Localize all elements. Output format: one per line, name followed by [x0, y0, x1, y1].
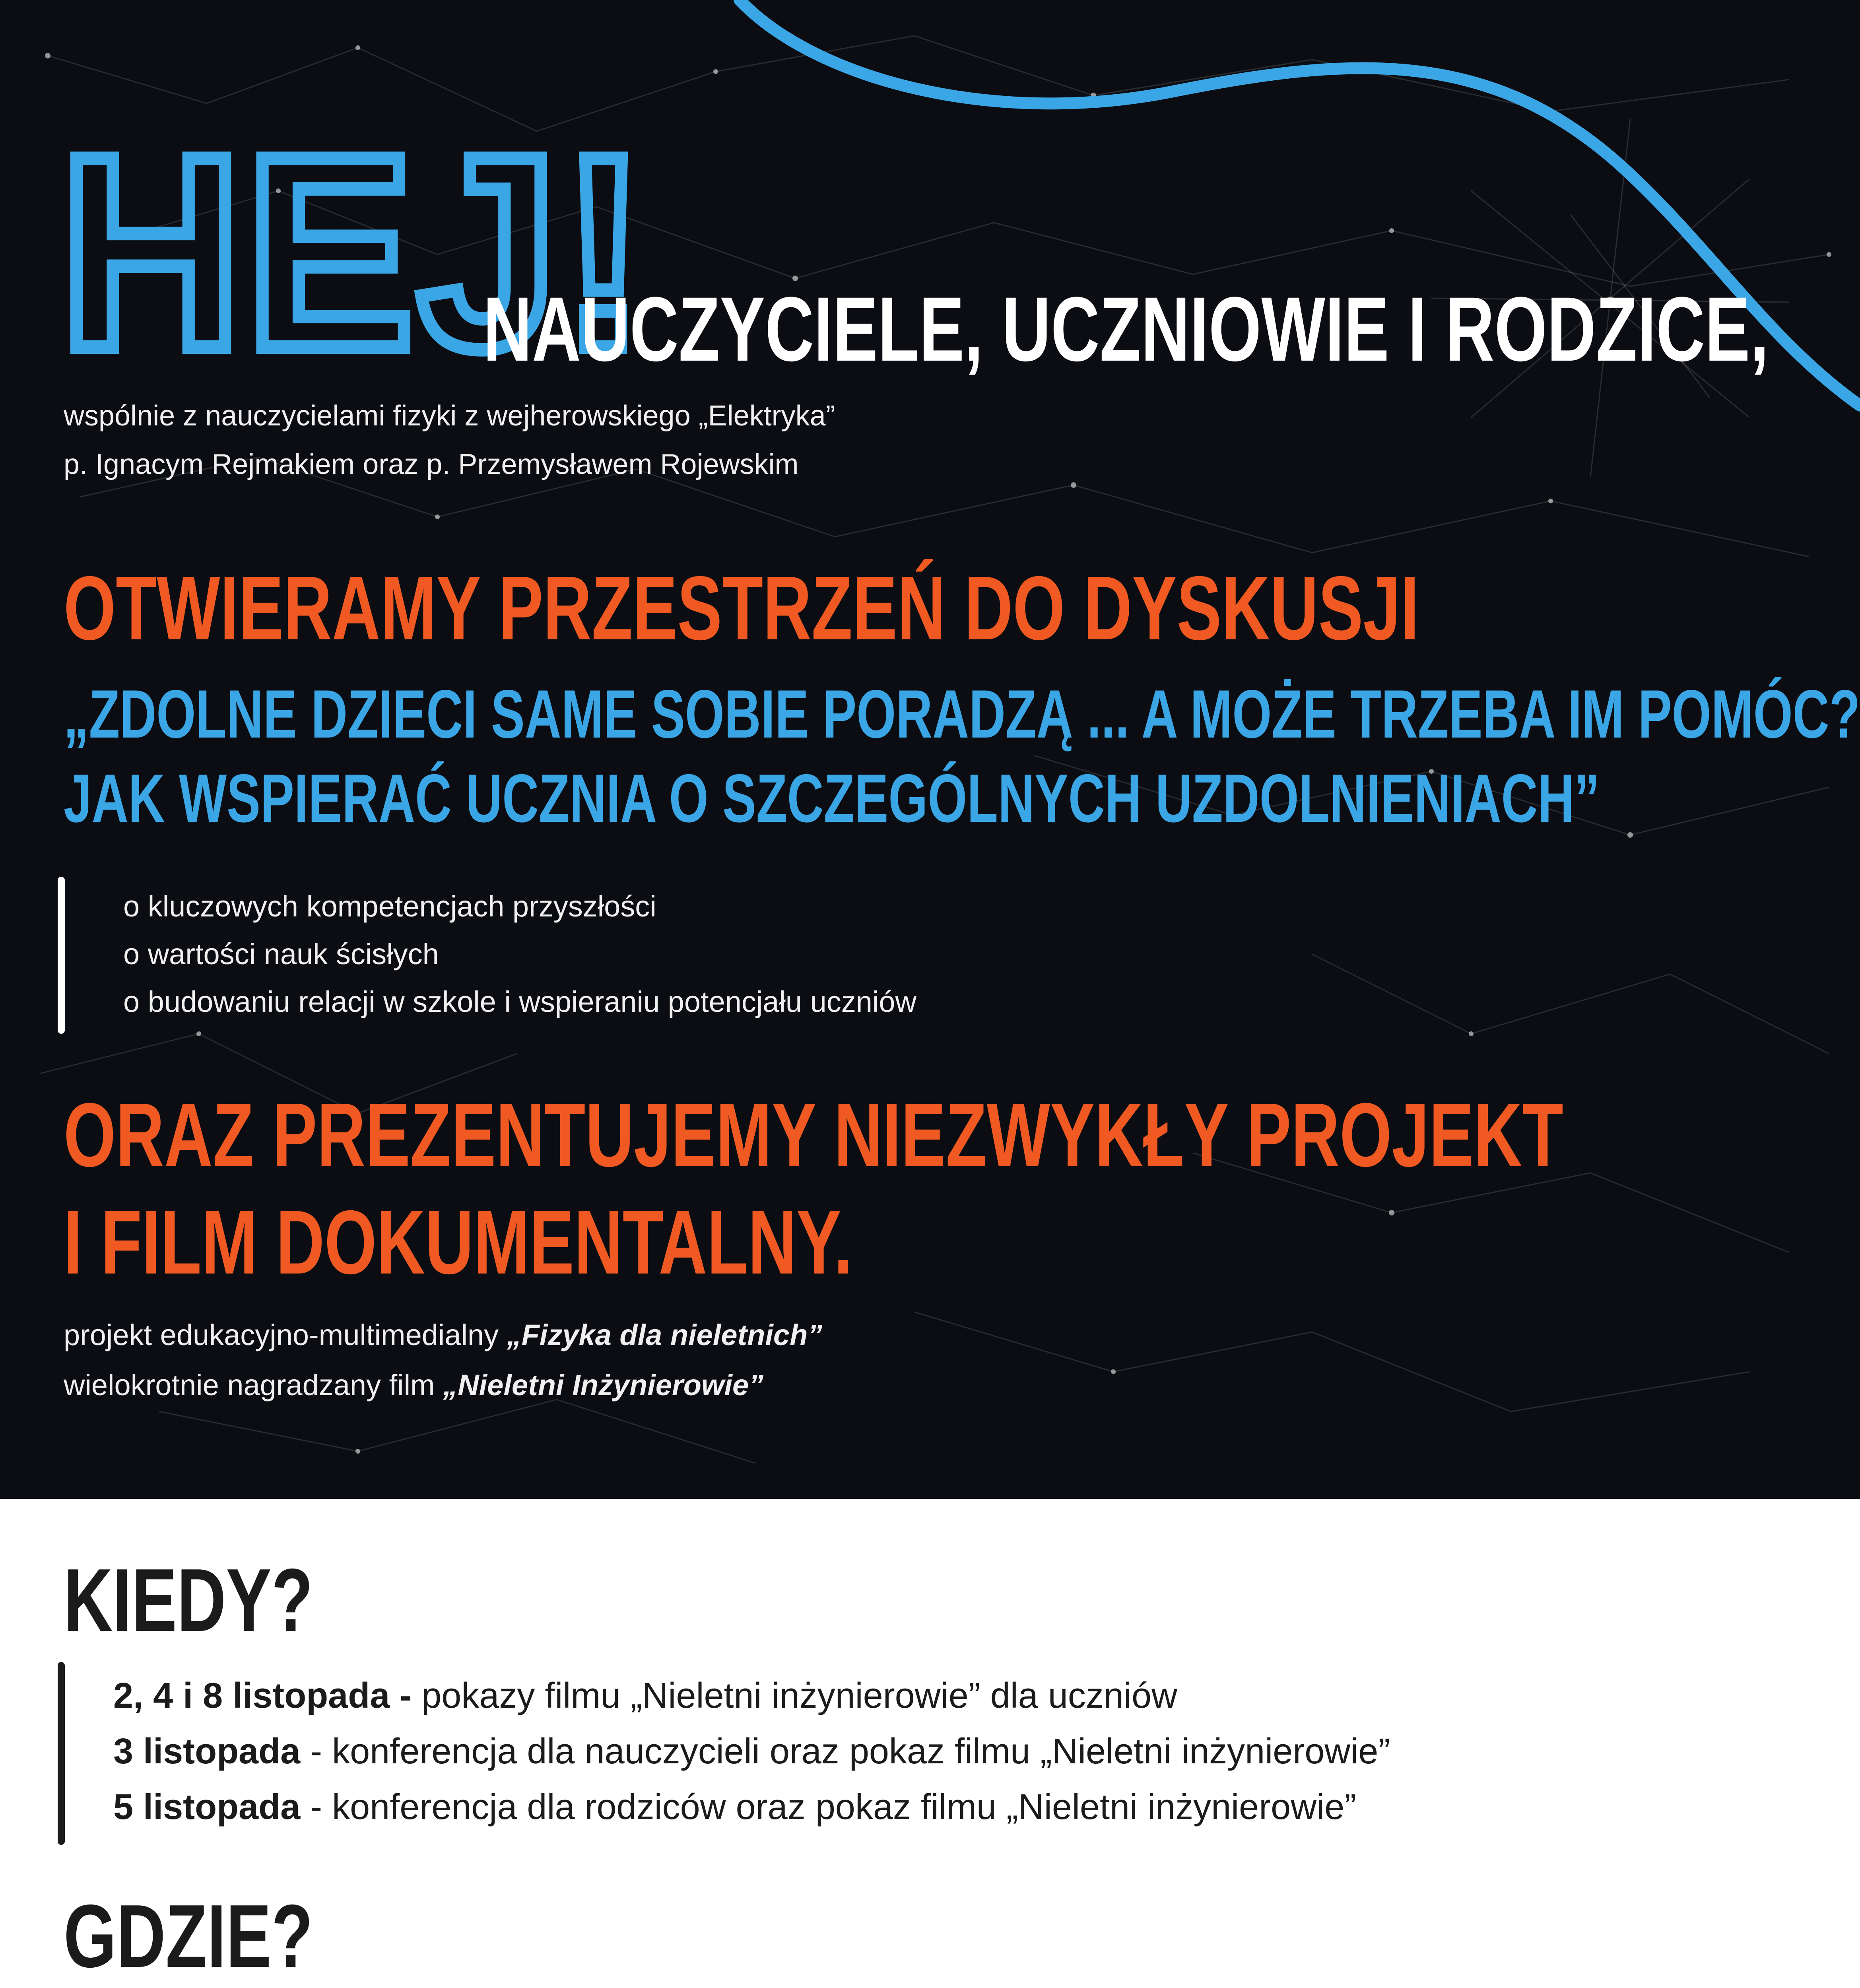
bullet-item: o wartości nauk ścisłych [123, 938, 439, 971]
bullets-divider [58, 877, 65, 1034]
events-divider [58, 1662, 65, 1845]
discussion-subtitle-line-1: „ZDOLNE DZIECI SAME SOBIE PORADZĄ ... A MOŻE TRZEBA IM POMÓC? [64, 676, 1860, 752]
event-desc: pokazy filmu „Nieletni inżynierowie” dla uczniów [412, 1676, 1178, 1716]
event-date: 3 listopada [113, 1732, 301, 1771]
discussion-subtitle [64, 672, 1860, 841]
events-list [113, 1668, 1390, 1835]
project-line-1-prefix: projekt edukacyjno-multimedialny [64, 1318, 507, 1351]
event-date: 5 listopada [113, 1787, 301, 1827]
greeting-title: NAUCZYCIELE, UCZNIOWIE I RODZICE, [483, 278, 1769, 380]
event-item [113, 1724, 1390, 1779]
event-date: 2, 4 i 8 listopada - [113, 1676, 412, 1716]
project-line-2-prefix: wielokrotnie nagradzany film [64, 1369, 443, 1402]
when-heading: KIEDY? [64, 1550, 313, 1650]
bullet-item: o kluczowych kompetencjach przyszłości [123, 890, 656, 923]
intro-line-1: wspólnie z nauczycielami fizyki z wejherowskiego „Elektryka” [64, 400, 835, 432]
event-item [113, 1668, 1390, 1724]
project-title-line-1: ORAZ PREZENTUJEMY NIEZWYKŁY PROJEKT [64, 1085, 1563, 1186]
event-desc: - konferencja dla nauczycieli oraz pokaz filmu „Nieletni inżynierowie” [300, 1732, 1390, 1771]
film-name: „Nieletni Inżynierowie” [443, 1369, 764, 1402]
discussion-subtitle-line-2: JAK WSPIERAĆ UCZNIA O SZCZEGÓLNYCH UZDOLNIENIACH” [64, 760, 1600, 837]
project-title-line-2: I FILM DOKUMENTALNY. [64, 1192, 852, 1293]
project-line-2 [64, 1360, 822, 1410]
project-name: „Fizyka dla nieletnich” [507, 1318, 823, 1351]
project-description [64, 1310, 822, 1410]
project-title [64, 1081, 1563, 1296]
where-heading: GDZIE? [64, 1886, 313, 1986]
discussion-title: OTWIERAMY PRZESTRZEŃ DO DYSKUSJI [64, 558, 1419, 659]
intro-line-2: p. Ignacym Rejmakiem oraz p. Przemysławem Rojewskim [64, 448, 799, 480]
discussion-bullets [123, 883, 916, 1026]
event-desc: - konferencja dla rodziców oraz pokaz filmu „Nieletni inżynierowie” [300, 1787, 1357, 1827]
bullet-item: o budowaniu relacji w szkole i wspieraniu potencjału uczniów [123, 985, 916, 1018]
event-item [113, 1779, 1390, 1835]
intro-text [64, 392, 835, 489]
hej-headline: HEJ! [60, 99, 650, 406]
project-line-1 [64, 1310, 822, 1360]
